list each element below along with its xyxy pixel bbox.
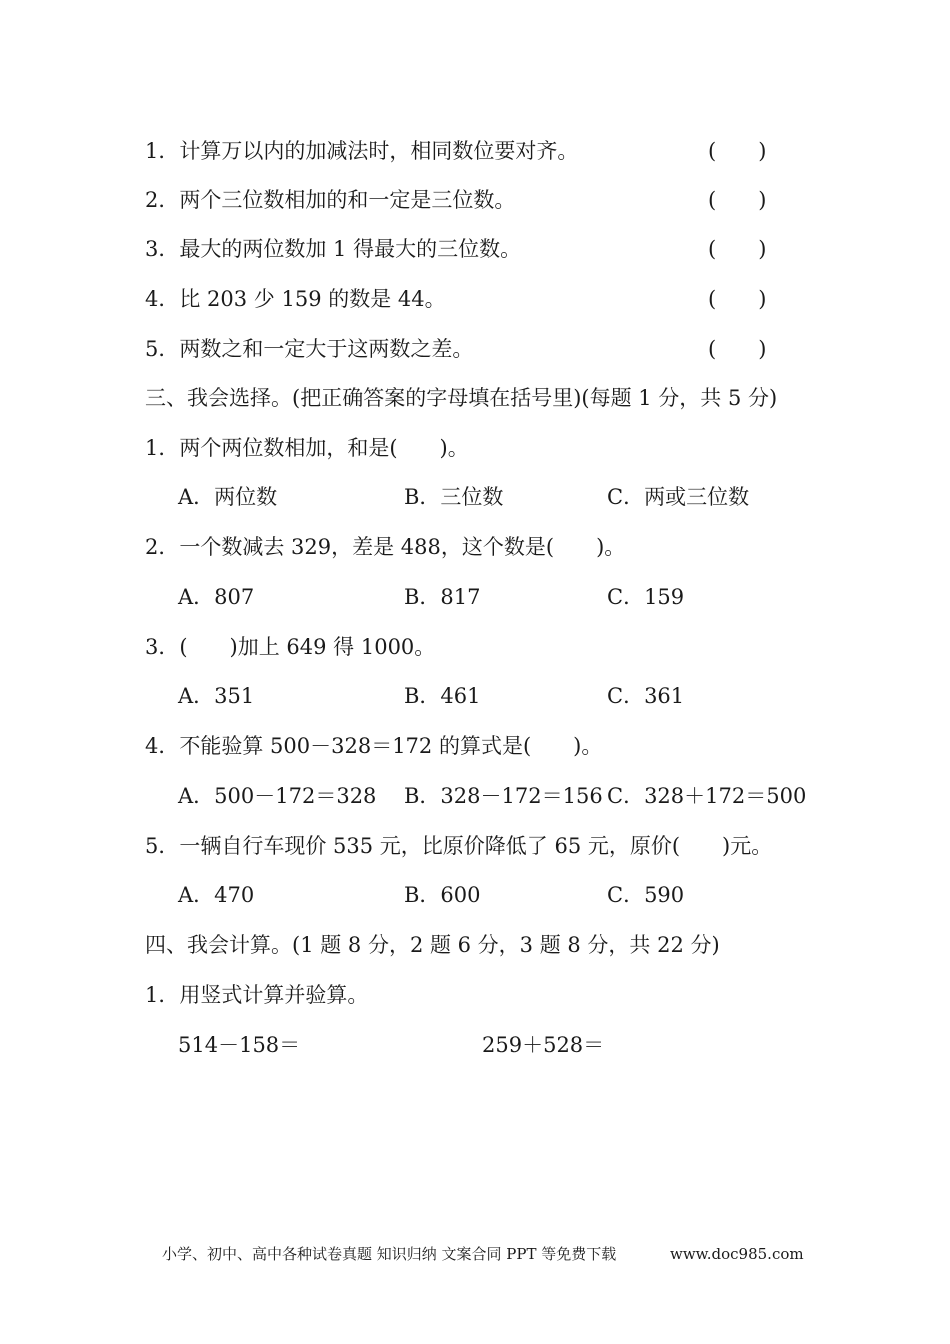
choice-1-option-a: A．两位数 <box>178 485 278 509</box>
choice-4-option-a: A．500－172＝328 <box>178 784 377 808</box>
choice-1-option-b: B．三位数 <box>404 485 504 509</box>
choice-5-option-c: C．590 <box>607 883 685 907</box>
choice-5-option-b: B．600 <box>404 883 481 907</box>
choice-2-option-c: C．159 <box>607 585 685 609</box>
choice-1-option-c: C．两或三位数 <box>607 485 750 509</box>
choice-5-option-a: A．470 <box>178 883 255 907</box>
choice-question-5: 5．一辆自行车现价 535 元，比原价降低了 65 元，原价( )元。 <box>145 834 773 858</box>
judgement-item-2: 2．两个三位数相加的和一定是三位数。 <box>145 188 516 212</box>
answer-paren-3[interactable]: ( ) <box>708 237 767 261</box>
judgement-item-1: 1．计算万以内的加减法时，相同数位要对齐。 <box>145 139 579 163</box>
choice-question-1: 1．两个两位数相加，和是( )。 <box>145 436 469 460</box>
choice-2-option-a: A．807 <box>178 585 255 609</box>
judgement-item-5: 5．两数之和一定大于这两数之差。 <box>145 337 474 361</box>
choice-question-4: 4．不能验算 500－328＝172 的算式是( )。 <box>145 734 603 758</box>
answer-paren-1[interactable]: ( ) <box>708 139 767 163</box>
footer-url[interactable]: www.doc985.com <box>670 1245 804 1263</box>
choice-3-option-c: C．361 <box>607 684 685 708</box>
answer-paren-4[interactable]: ( ) <box>708 287 767 311</box>
choice-3-option-b: B．461 <box>404 684 481 708</box>
answer-paren-5[interactable]: ( ) <box>708 337 767 361</box>
judgement-item-4: 4．比 203 少 159 的数是 44。 <box>145 287 446 311</box>
calc-expression-2: 259＋528＝ <box>482 1033 605 1057</box>
section-heading-choice: 三、我会选择。(把正确答案的字母填在括号里)(每题 1 分，共 5 分) <box>145 386 778 410</box>
choice-2-option-b: B．817 <box>404 585 481 609</box>
choice-4-option-b: B．328－172＝156 <box>404 784 603 808</box>
section-heading-calculation: 四、我会计算。(1 题 8 分，2 题 6 分，3 题 8 分，共 22 分) <box>145 933 720 957</box>
choice-4-option-c: C．328＋172＝500 <box>607 784 807 808</box>
footer-text: 小学、初中、高中各种试卷真题 知识归纳 文案合同 PPT 等免费下载 <box>162 1245 617 1263</box>
judgement-item-3: 3．最大的两位数加 1 得最大的三位数。 <box>145 237 522 261</box>
answer-paren-2[interactable]: ( ) <box>708 188 767 212</box>
choice-question-3: 3．( )加上 649 得 1000。 <box>145 635 436 659</box>
calc-expression-1: 514－158＝ <box>178 1033 301 1057</box>
calculation-question-1: 1．用竖式计算并验算。 <box>145 983 369 1007</box>
choice-question-2: 2．一个数减去 329，差是 488，这个数是( )。 <box>145 535 626 559</box>
choice-3-option-a: A．351 <box>178 684 255 708</box>
